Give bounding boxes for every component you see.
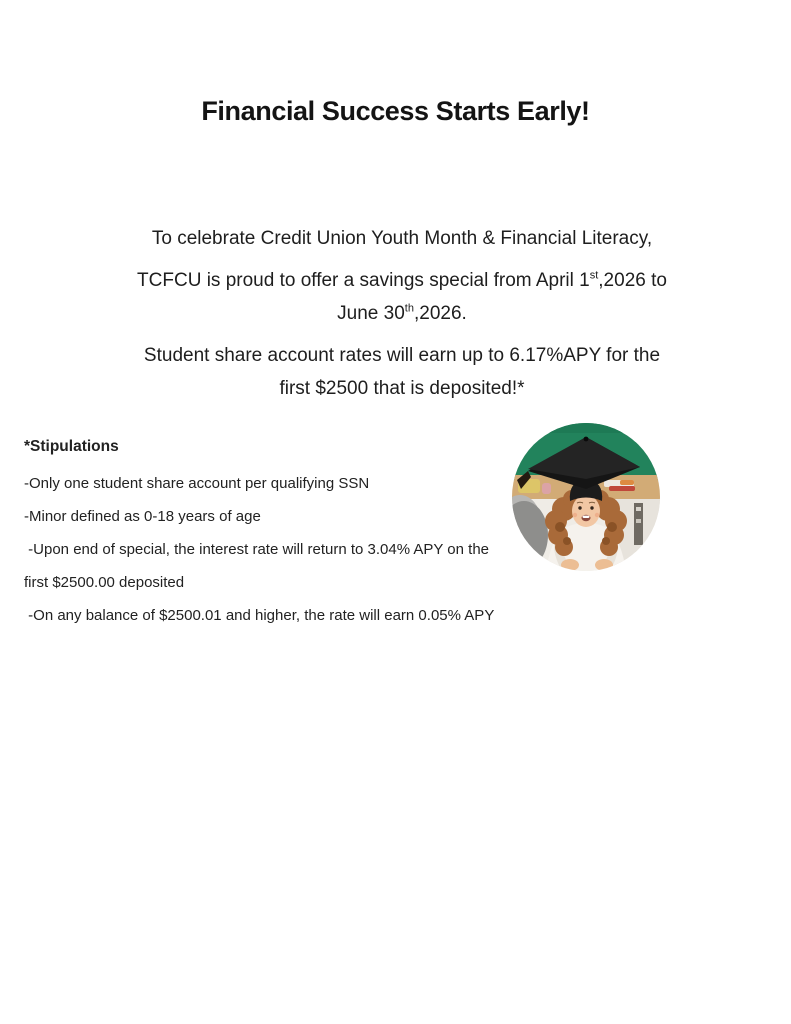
child-graduate-illustration: [512, 423, 660, 571]
intro-text: [62, 222, 742, 414]
intro-line: TCFCU is proud to offer a savings special from April 1st,2026 to: [137, 269, 667, 291]
stipulations-heading: *Stipulations: [24, 438, 119, 455]
face: [572, 495, 600, 527]
page-title: Financial Success Starts Early!: [201, 96, 590, 126]
ordinal-superscript: th: [404, 302, 414, 315]
intro-paragraph-3: [62, 339, 742, 405]
stipulations-section: [24, 434, 524, 632]
intro-paragraph-2: [62, 264, 742, 330]
intro-line: Student share account rates will earn up to 6.17%APY for the: [143, 345, 661, 366]
stipulation-line: -Only one student share account per qualifying SSN: [24, 475, 370, 492]
ordinal-superscript: st: [589, 269, 599, 282]
child-figure: [545, 490, 627, 571]
stipulation-line: -Upon end of special, the interest rate will return to 3.04% APY on the: [24, 541, 489, 558]
child-graduate-photo: [512, 423, 660, 571]
stipulation-line: -On any balance of $2500.01 and higher, the rate will earn 0.05% APY: [24, 607, 495, 624]
stipulation-line: first $2500.00 deposited: [24, 574, 185, 591]
intro-line: To celebrate Credit Union Youth Month & Financial Literacy,: [151, 228, 653, 249]
intro-line: June 30th,2026.: [337, 302, 467, 324]
stipulation-line: -Minor defined as 0-18 years of age: [24, 508, 261, 525]
intro-paragraph-1: [62, 222, 742, 255]
intro-line: first $2500 that is deposited!*: [279, 378, 525, 399]
